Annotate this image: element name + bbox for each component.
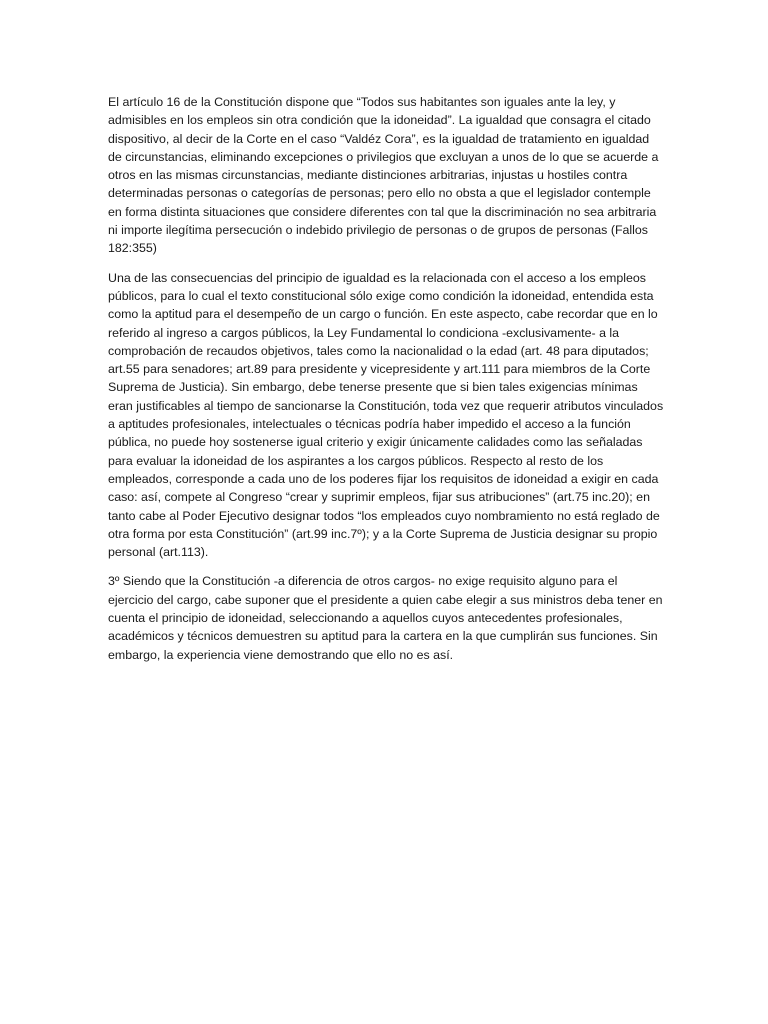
- paragraph-ministers-idoneity: 3º Siendo que la Constitución -a diferencia de otros cargos- no exige requisito alguno para el ejercicio del cargo, cabe suponer que el presidente a quien cabe elegir a sus ministros deba tener en cuenta el principio de idoneidad, seleccionando a aquellos cuyos antecedentes profesionales, académicos y técnicos demuestren su aptitud para la cartera en la que cumplirán sus funciones. Sin embargo, la experiencia viene demostrando que ello no es así.: [108, 574, 663, 662]
- paragraph-article-16: El artículo 16 de la Constitución dispone que “Todos sus habitantes son iguales ante la ley, y admisibles en los empleos sin otra condición que la idoneidad”. La igualdad que consagra el citado dispositivo, al decir de la Corte en el caso “Valdéz Cora”, es la igualdad de tratamiento en igualdad de circunstancias, eliminando excepciones o privilegios que excluyan a unos de lo que se acuerde a otros en las mismas circunstancias, mediante distinciones arbitrarias, injustas u hostiles contra determinadas personas o categorías de personas; pero ello no obsta a que el legislador contemple en forma distinta situaciones que considere diferentes con tal que la discriminación no sea arbitraria ni importe ilegítima persecución o indebido privilegio de personas o de grupos de personas (Fallos 182:355): [108, 95, 659, 256]
- paragraph-equality-consequences: Una de las consecuencias del principio de igualdad es la relacionada con el acceso a los empleos públicos, para lo cual el texto constitucional sólo exige como condición la idoneidad, entendida esta como la aptitud para el desempeño de un cargo o función. En este aspecto, cabe recordar que en lo referido al ingreso a cargos públicos, la Ley Fundamental lo condiciona -exclusivamente- a la comprobación de recaudos objetivos, tales como la nacionalidad o la edad (art. 48 para diputados; art.55 para senadores; art.89 para presidente y vicepresidente y art.111 para miembros de la Corte Suprema de Justicia). Sin embargo, debe tenerse presente que si bien tales exigencias mínimas eran justificables al tiempo de sancionarse la Constitución, toda vez que requerir atributos vinculados a aptitudes profesionales, intelectuales o técnicas podría haber impedido el acceso a la función pública, no puede hoy sostenerse igual criterio y exigir únicamente calidades como las señaladas para evaluar la idoneidad de los aspirantes a los cargos públicos. Respecto al resto de los empleados, corresponde a cada uno de los poderes fijar los requisitos de idoneidad a exigir en cada caso: así, compete al Congreso “crear y suprimir empleos, fijar sus atribuciones” (art.75 inc.20); en tanto cabe al Poder Ejecutivo designar todos “los empleados cuyo nombramiento no está reglado de otra forma por esta Constitución” (art.99 inc.7º); y a la Corte Suprema de Justicia designar su propio personal (art.113).: [108, 270, 664, 560]
- document-page: [108, 93, 664, 675]
